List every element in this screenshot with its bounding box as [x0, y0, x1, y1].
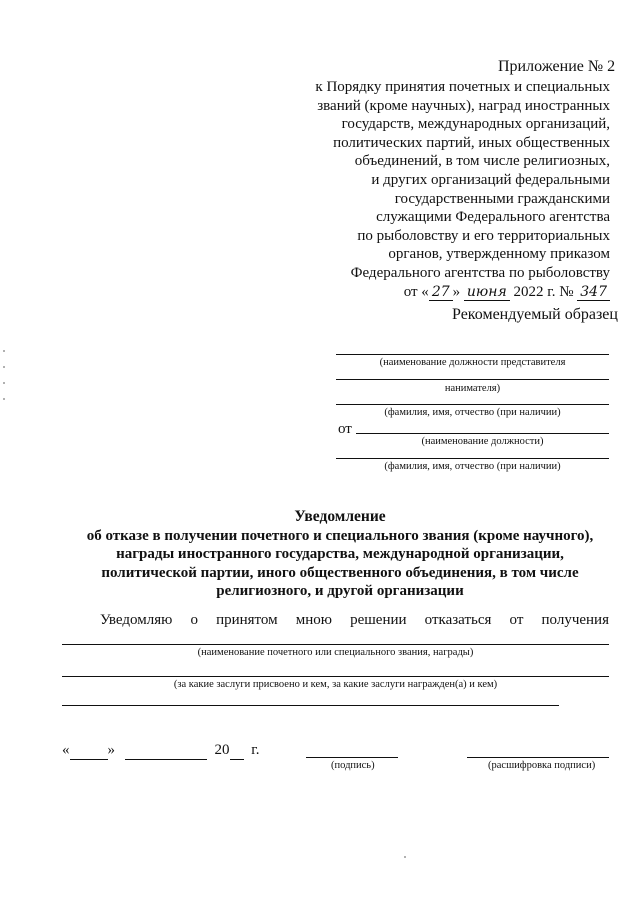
- body-word: от: [509, 612, 524, 628]
- from-fio-caption: (фамилия, имя, отчество (при наличии): [384, 461, 561, 472]
- position-field-line: [336, 354, 609, 355]
- day-blank: [70, 742, 108, 760]
- merit-field-line: [62, 676, 609, 677]
- fio-field-line: [336, 404, 609, 405]
- signature-decode-line: [467, 757, 609, 758]
- appendix-line: объединений, в том числе религиозных,: [354, 153, 610, 170]
- body-word: о: [190, 612, 198, 628]
- sample-label: Рекомендуемый образец: [452, 306, 618, 323]
- award-field-line: [62, 644, 609, 645]
- appendix-line: по рыболовству и его территориальных: [357, 227, 610, 244]
- employer-field-line: [336, 379, 609, 380]
- scan-speck: [3, 382, 5, 384]
- merit-caption: (за какие заслуги присвоено и кем, за какие заслуги награжден(а) и кем): [173, 679, 498, 690]
- employer-caption: нанимателя): [444, 383, 501, 394]
- award-caption: (наименование почетного или специального звания, награды): [197, 647, 474, 658]
- signature-caption: (подпись): [331, 760, 375, 771]
- scan-speck: [3, 350, 5, 352]
- appendix-line: государств, международных организаций,: [341, 116, 610, 133]
- date-field: « » 20 г.: [62, 742, 260, 758]
- scan-speck: [3, 366, 5, 368]
- body-word: мною: [295, 612, 332, 628]
- month-blank: [125, 742, 207, 760]
- appendix-line: и других организаций федеральными: [371, 171, 610, 188]
- appendix-title: Приложение № 2: [498, 58, 616, 75]
- scan-speck: [3, 398, 5, 400]
- notice-subtitle-line: религиозного, и другой организации: [216, 583, 464, 599]
- from-position-line: [356, 433, 609, 434]
- extra-field-line: [62, 705, 559, 706]
- scan-speck: [404, 856, 406, 858]
- notice-subtitle-line: политической партии, иного общественного объединения, в том числе: [101, 564, 579, 581]
- appendix-line: званий (кроме научных), наград иностранных: [317, 97, 610, 114]
- signature-line: [306, 757, 398, 758]
- handwritten-number: 347: [577, 284, 610, 301]
- body-word: решении: [350, 612, 407, 628]
- body-word: принятом: [216, 612, 278, 628]
- appendix-line: государственными гражданскими: [394, 190, 610, 207]
- appendix-description: [270, 78, 610, 301]
- body-word: Уведомляю: [100, 612, 173, 628]
- notice-body-sentence: [100, 612, 609, 629]
- handwritten-day: 27: [429, 284, 453, 301]
- from-position-caption: (наименование должности): [421, 436, 544, 447]
- appendix-line: Федерального агентства по рыболовству: [350, 264, 610, 281]
- appendix-line: политических партий, иных общественных: [333, 134, 610, 151]
- body-word: получения: [541, 612, 609, 628]
- appendix-line: органов, утвержденному приказом: [388, 246, 610, 263]
- from-fio-line: [336, 458, 609, 459]
- notice-subtitle-line: награды иностранного государства, международной организации,: [116, 546, 564, 562]
- notice-title: Уведомление: [294, 508, 386, 525]
- body-word: отказаться: [424, 612, 492, 628]
- order-date-line: от « 27 » июня 2022 г. № 347: [270, 283, 610, 302]
- notice-subtitle-line: об отказе в получении почетного и специального звания (кроме научного),: [86, 527, 594, 544]
- fio-caption: (фамилия, имя, отчество (при наличии): [384, 407, 561, 418]
- from-label: от: [338, 421, 352, 437]
- notice-heading: [60, 508, 620, 601]
- year-blank: [230, 742, 244, 760]
- appendix-line: к Порядку принятия почетных и специальных: [315, 79, 610, 95]
- position-caption: (наименование должности представителя: [379, 357, 566, 368]
- appendix-line: служащими Федерального агентства: [376, 209, 610, 226]
- signature-decode-caption: (расшифровка подписи): [488, 760, 596, 771]
- handwritten-month: июня: [464, 284, 510, 301]
